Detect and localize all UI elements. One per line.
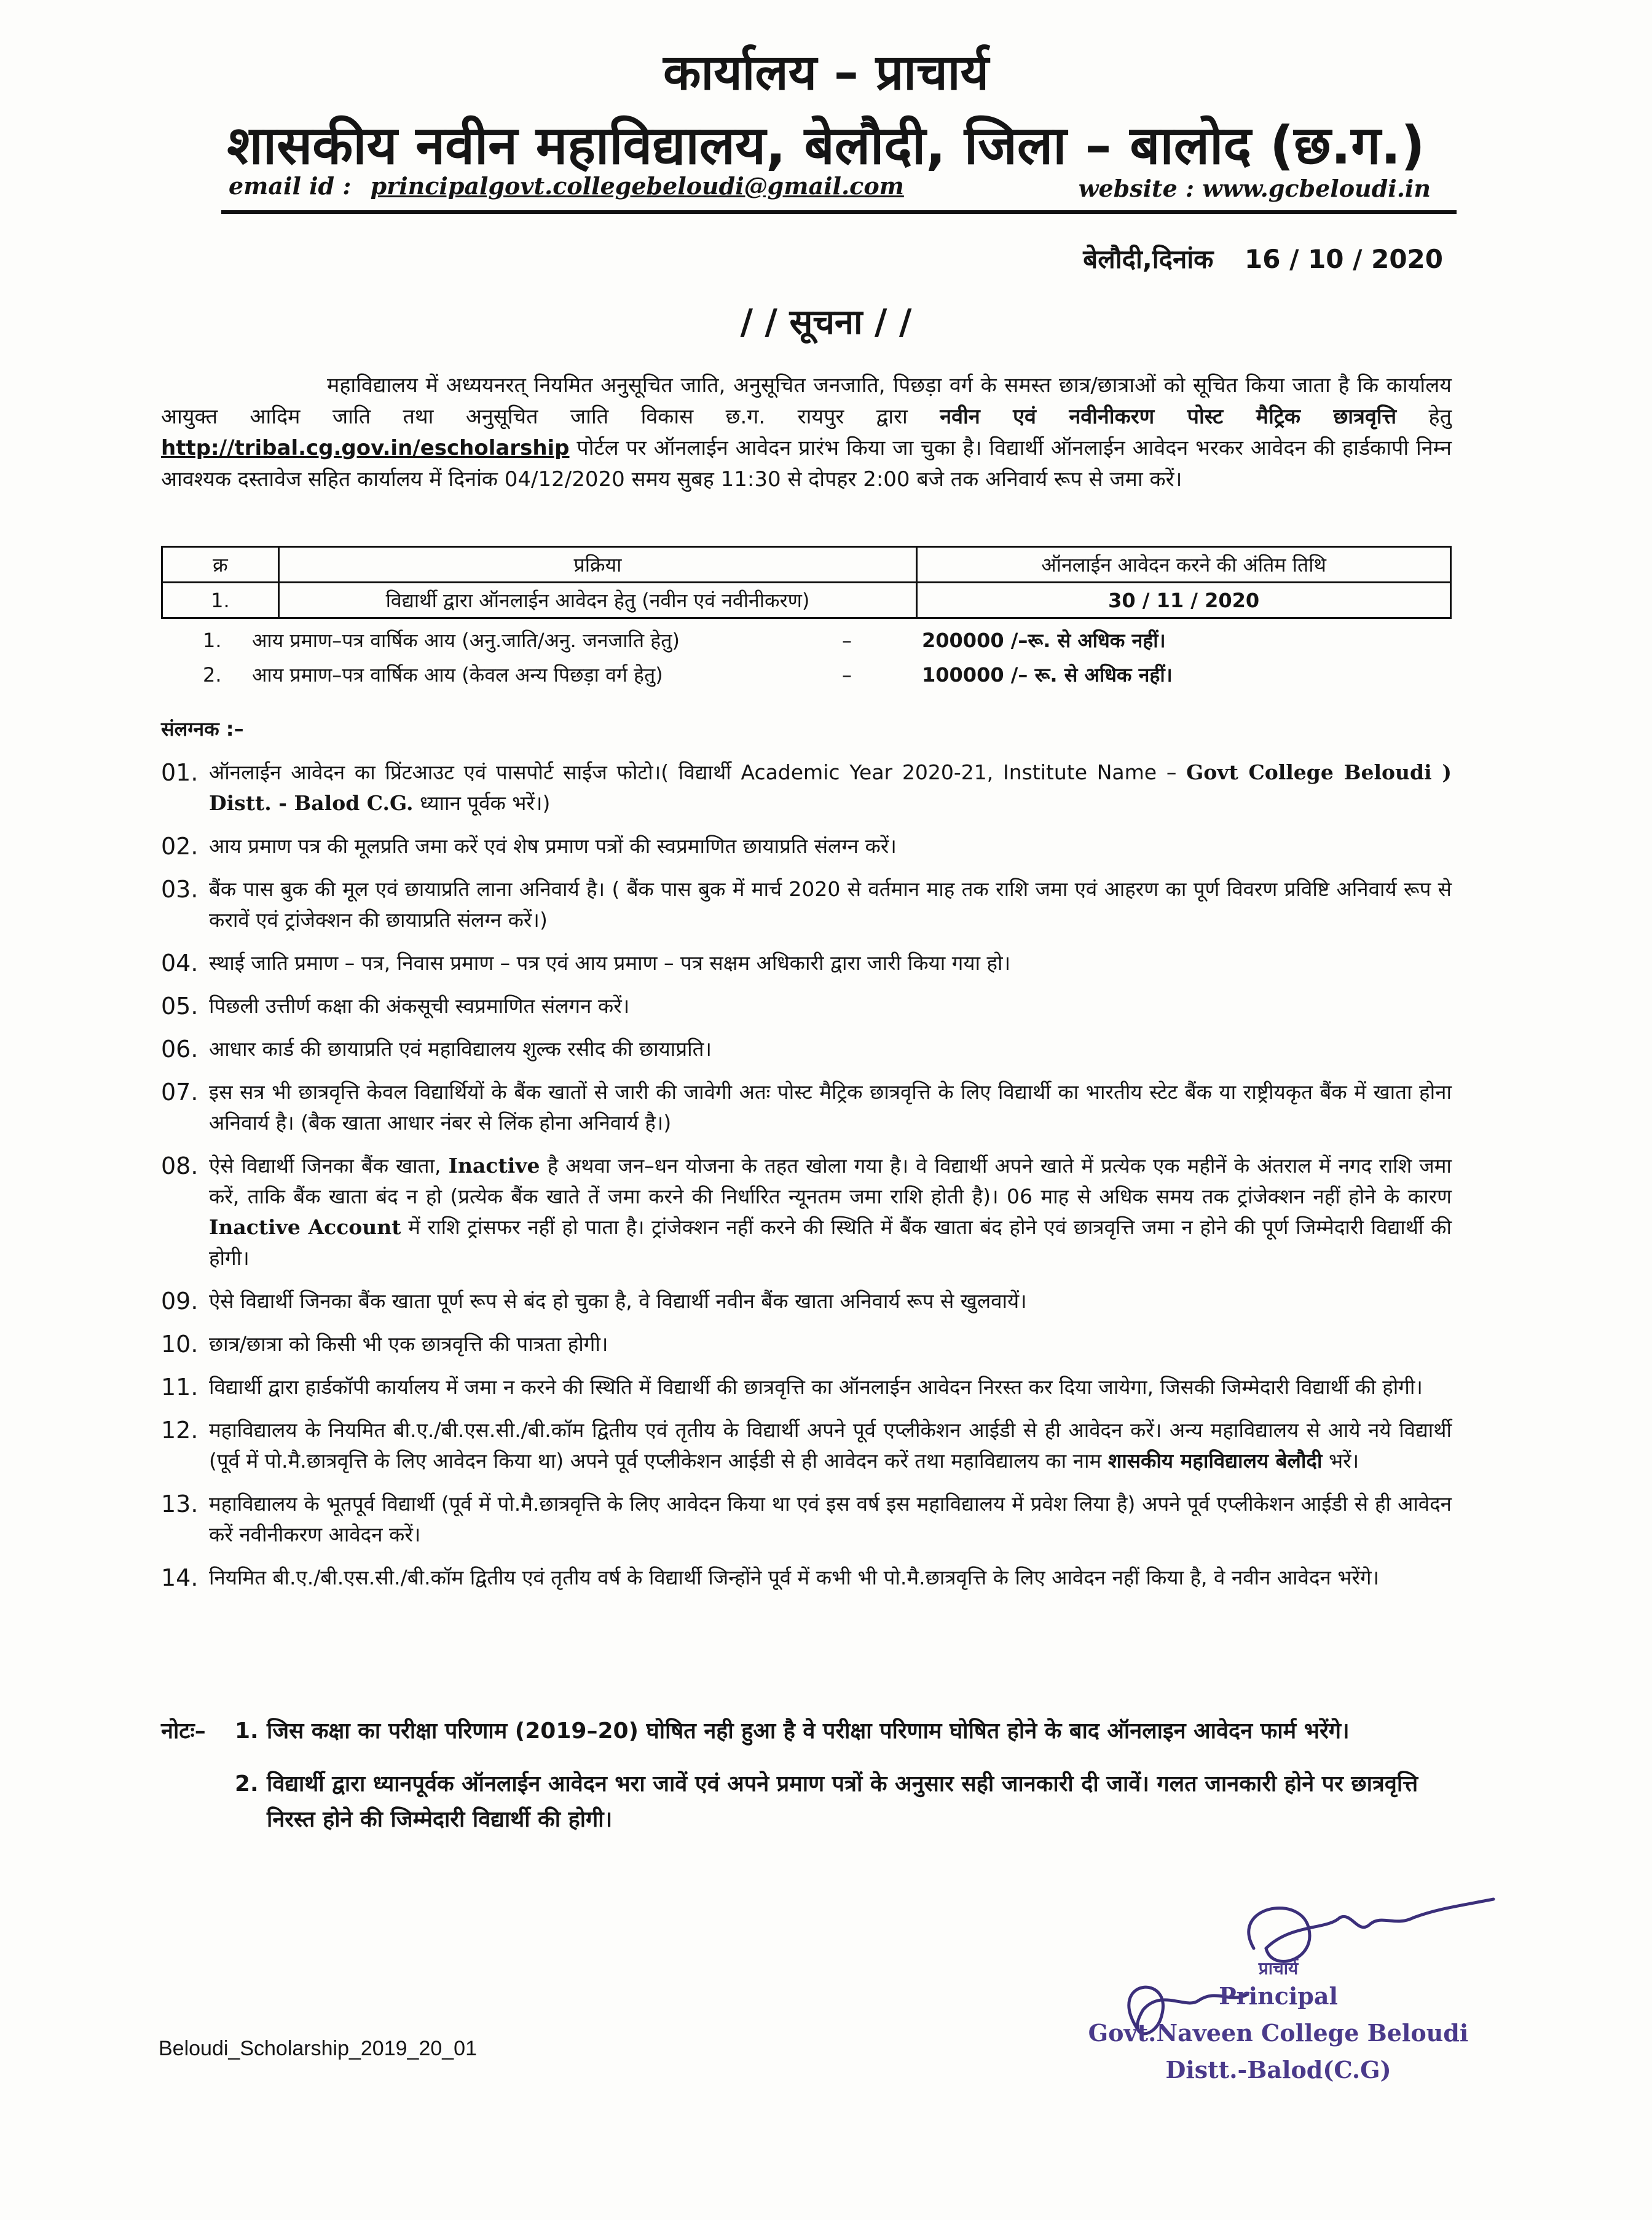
item-text-part: महाविद्यालय के नियमित बी.ए./बी.एस.सी./बी.कॉम द्वितीय एवं तृतीय के विद्यार्थी अपने पूर्व एप्लीकेशन आईडी से ही आवेदन करें। अन्य महाविद्यालय से आये नये विद्यार्थी (पूर्व में पो.मै.छात्रवृत्ति के लिए आवेदन किया था) अपने पूर्व एप्लीकेशन आईडी से ही आवेदन करें तथा महाविद्यालय का नाम	[209, 1418, 1452, 1473]
website-row	[1079, 175, 1431, 202]
item-num: 02.	[161, 833, 199, 860]
intro-text-1: महाविद्यालय में अध्ययनरत् नियमित अनुसूचित जाति, अनुसूचित जनजाति, पिछड़ा वर्ग के समस्त छात्र/छात्राओं को सूचित किया जाता है कि कार्यालय आयुक्त आदिम जाति तथा अनुसूचित जाति विकास छ.ग. रायपुर द्वारा	[161, 373, 1452, 429]
income-limit-item	[203, 658, 1173, 692]
item-num: 10.	[161, 1331, 199, 1358]
notice-heading: / / सूचना / /	[740, 302, 912, 342]
scheme-name: नवीन एवं नवीनीकरण पोस्ट मैट्रिक छात्रवृत्ति	[940, 404, 1397, 429]
list-item	[161, 1286, 1452, 1317]
item-num: 11.	[161, 1374, 199, 1401]
cell-process: विद्यार्थी द्वारा ऑनलाईन आवेदन हेतु (नवीन एवं नवीनीकरण)	[278, 583, 916, 618]
deadline-table	[161, 546, 1452, 619]
email-value: principalgovt.collegebeloudi@gmail.com	[370, 172, 904, 200]
intro-text-2: हेतु	[1428, 404, 1452, 429]
cell-last-date: 30 / 11 / 2020	[917, 583, 1451, 618]
item-text-part: ऑनलाईन आवेदन का प्रिंटआउट एवं पासपोर्ट साईज फोटो।( विद्यार्थी Academic Year 2020-21, Institute Name –	[209, 760, 1177, 784]
enclosures-list	[161, 757, 1452, 1605]
list-item	[161, 991, 1452, 1021]
list-item	[161, 874, 1452, 935]
item-num: 08.	[161, 1152, 199, 1179]
item-num: 12.	[161, 1417, 199, 1444]
stamp-line-hindi: प्राचार्य	[1258, 1958, 1299, 1978]
stamp-line: Distt.-Balod(C.G)	[1165, 2056, 1391, 2084]
list-item	[161, 1034, 1452, 1065]
item-text: आय प्रमाण पत्र की मूलप्रति जमा करें एवं शेष प्रमाण पत्रों की स्वप्रमाणित छायाप्रति संलग्न करें।	[209, 834, 897, 858]
item-text: आधार कार्ड की छायाप्रति एवं महाविद्यालय शुल्क रसीद की छायाप्रति।	[209, 1037, 712, 1061]
item-text: बैंक पास बुक की मूल एवं छायाप्रति लाना अनिवार्य है। ( बैंक पास बुक में मार्च 2020 से वर्तमान माह तक राशि जमा एवं आहरण का पूर्ण विवरण प्रविष्टि अनिवार्य रूप से करावें एवं ट्रांजेक्शन की छायाप्रति संलग्न करें।)	[209, 877, 1452, 932]
note-text: विद्यार्थी द्वारा ध्यानपूर्वक ऑनलाईन आवेदन भरा जावें एवं अपने प्रमाण पत्रों के अनुसार सही जानकारी दी जावें। गलत जानकारी होने पर छात्रवृत्ति निरस्त होने की जिम्मेदारी विद्यार्थी की होगी।	[267, 1771, 1418, 1832]
list-item	[161, 1415, 1452, 1476]
item-text-part: में राशि ट्रांसफर नहीं हो पाता है। ट्रांजेक्शन नहीं करने की स्थिति में बैंक खाता बंद होने एवं छात्रवृत्ति जमा न होने की पूर्ण जिम्मेदारी विद्यार्थी की होगी।	[209, 1215, 1452, 1270]
note-num: 2.	[235, 1771, 259, 1797]
header-rule	[221, 210, 1457, 214]
item-num: 14.	[161, 1564, 199, 1591]
item-text: विद्यार्थी द्वारा हार्डकॉपी कार्यालय में जमा न करने की स्थिति में विद्यार्थी की छात्रवृत्ति का ऑनलाईन आवेदन निरस्त कर दिया जायेगा, जिसकी जिम्मेदारी विद्यार्थी की होगी।	[209, 1375, 1423, 1399]
item-num: 01.	[161, 759, 199, 786]
notes-label: नोटः–	[161, 1718, 206, 1744]
email-row	[229, 172, 904, 200]
item-text: महाविद्यालय के भूतपूर्व विद्यार्थी (पूर्व में पो.मै.छात्रवृत्ति के लिए आवेदन किया था एवं इस वर्ष इस महाविद्यालय में प्रवेश लिया है) अपने पूर्व एप्लीकेशन आईडी से ही आवेदन करें नवीनीकरण आवेदन करें।	[209, 1492, 1452, 1546]
website-value: www.gcbeloudi.in	[1202, 175, 1431, 202]
item-num: 13.	[161, 1490, 199, 1517]
item-text-part: ऐसे विद्यार्थी जिनका बैंक खाता,	[209, 1154, 441, 1178]
item-text: स्थाई जाति प्रमाण – पत्र, निवास प्रमाण – पत्र एवं आय प्रमाण – पत्र सक्षम अधिकारी द्वारा जारी किया गया हो।	[209, 951, 1011, 975]
income-limits	[203, 623, 1173, 692]
footer-filename: Beloudi_Scholarship_2019_20_01	[159, 2037, 477, 2060]
list-item	[161, 1151, 1452, 1273]
income-dash: –	[842, 629, 852, 652]
item-text-part: ध्याान पूर्वक भरें।)	[419, 791, 551, 815]
income-value: 200000 /–रू. से अधिक नहीं।	[922, 629, 1166, 652]
item-text-part: भरें।	[1328, 1449, 1359, 1473]
stamp-line: Principal	[1219, 1982, 1338, 2010]
income-dash: –	[842, 663, 852, 687]
note-text: जिस कक्षा का परीक्षा परिणाम (2019–20) घोषित नही हुआ है वे परीक्षा परिणाम घोषित होने के बाद ऑनलाइन आवेदन फार्म भरेंगे।	[267, 1718, 1350, 1744]
college-name: शासकीय नवीन महाविद्यालय, बेलौदी, जिला – बालोद (छ.ग.)	[227, 115, 1425, 176]
item-bold: Inactive Account	[209, 1215, 401, 1239]
item-bold: शासकीय महाविद्यालय बेलौदी	[1107, 1449, 1323, 1473]
intro-text-3: पोर्टल पर ऑनलाईन आवेदन प्रारंभ किया जा चुका है। विद्यार्थी ऑनलाईन आवेदन भरकर आवेदन की हार्डकापी निम्न आवश्यक दस्तावेज सहित कार्यालय में दिनांक 04/12/2020 समय सुबह 11:30 से दोपहर 2:00 बजे तक अनिवार्य रूप से जमा करें।	[161, 436, 1452, 492]
list-item	[161, 831, 1452, 862]
income-num: 1.	[203, 629, 222, 652]
income-num: 2.	[203, 663, 222, 687]
income-text: आय प्रमाण–पत्र वार्षिक आय (अनु.जाति/अनु. जनजाति हेतु)	[252, 629, 680, 652]
enclosures-heading: संलग्नक :–	[161, 717, 244, 741]
item-bold: Govt College Beloudi ) Distt. - Balod C.G.	[209, 760, 1452, 815]
email-label: email id :	[229, 172, 352, 200]
item-bold: Inactive	[448, 1154, 540, 1178]
list-item	[161, 1372, 1452, 1403]
item-text-part: है अथवा जन–धन योजना के तहत खोला गया है। वे विद्यार्थी अपने खाते में प्रत्येक एक महीनें के अंतराल में नगद राशि जमा करें, ताकि बैंक खाता बंद न हो (प्रत्येक बैंक खाते तें जमा करने की निर्धारित न्यूनतम जमा राशि होती है)। 06 माह से अधिक समय तक ट्रांजेक्शन नहीं होने के कारण	[209, 1154, 1452, 1208]
date-label: बेलौदी,दिनांक	[1083, 244, 1214, 274]
list-item	[161, 1562, 1452, 1593]
header-serial: क्र	[162, 547, 279, 583]
list-item	[161, 1077, 1452, 1138]
notes-section	[161, 1714, 1452, 1855]
header-process: प्रक्रिया	[278, 547, 916, 583]
item-text: ऐसे विद्यार्थी जिनका बैंक खाता पूर्ण रूप से बंद हो चुका है, वे विद्यार्थी नवीन बैंक खाता अनिवार्य रूप से खुलवायें।	[209, 1289, 1027, 1313]
item-num: 04.	[161, 950, 199, 977]
item-text	[209, 1415, 1452, 1476]
principal-stamp	[1082, 1959, 1475, 2088]
item-text	[209, 1151, 1452, 1273]
item-num: 09.	[161, 1288, 199, 1315]
item-num: 06.	[161, 1036, 199, 1063]
date-row	[1083, 241, 1443, 276]
list-item	[161, 1329, 1452, 1360]
table-header-row	[162, 547, 1451, 583]
list-item	[161, 1489, 1452, 1550]
website-label: website :	[1078, 175, 1195, 202]
income-value: 100000 /– रू. से अधिक नहीं।	[922, 663, 1173, 687]
table-row	[162, 583, 1451, 618]
item-text: पिछली उत्तीर्ण कक्षा की अंकसूची स्वप्रमाणित संलगन करें।	[209, 994, 630, 1018]
intro-paragraph	[161, 370, 1452, 495]
cell-serial: 1.	[162, 583, 279, 618]
date-value: 16 / 10 / 2020	[1245, 244, 1443, 274]
item-text: इस सत्र भी छात्रवृत्ति केवल विद्यार्थियों के बैंक खातों से जारी की जावेगी अतः पोस्ट मैट्रिक छात्रवृत्ति के लिए विद्यार्थी का भारतीय स्टेट बैंक या राष्ट्रीयकृत बैंक में खाता होना अनिवार्य है। (बैक खाता आधार नंबर से लिंक होना अनिवार्य है।)	[209, 1080, 1452, 1135]
income-limit-item	[203, 623, 1173, 658]
list-item	[161, 757, 1452, 819]
portal-url: http://tribal.cg.gov.in/escholarship	[161, 436, 570, 460]
item-text	[209, 757, 1452, 819]
item-num: 03.	[161, 876, 199, 903]
item-num: 05.	[161, 993, 199, 1020]
list-item	[161, 948, 1452, 978]
item-text: छात्र/छात्रा को किसी भी एक छात्रवृत्ति की पात्रता होगी।	[209, 1332, 608, 1356]
note-item	[235, 1766, 1452, 1838]
item-text: नियमित बी.ए./बी.एस.सी./बी.कॉम द्वितीय एवं तृतीय वर्ष के विद्यार्थी जिन्होंने पूर्व में कभी भी पो.मै.छात्रवृत्ति के लिए आवेदन नहीं किया है, वे नवीन आवेदन भरेंगे।	[209, 1565, 1380, 1589]
income-text: आय प्रमाण–पत्र वार्षिक आय (केवल अन्य पिछड़ा वर्ग हेतु)	[252, 663, 663, 687]
office-title: कार्यालय – प्राचार्य	[663, 44, 989, 101]
note-num: 1.	[235, 1718, 259, 1744]
stamp-line: Govt.Naveen College Beloudi	[1088, 2019, 1469, 2047]
header-last-date: ऑनलाईन आवेदन करने की अंतिम तिथि	[917, 547, 1451, 583]
item-num: 07.	[161, 1079, 199, 1106]
note-item	[161, 1714, 1452, 1749]
